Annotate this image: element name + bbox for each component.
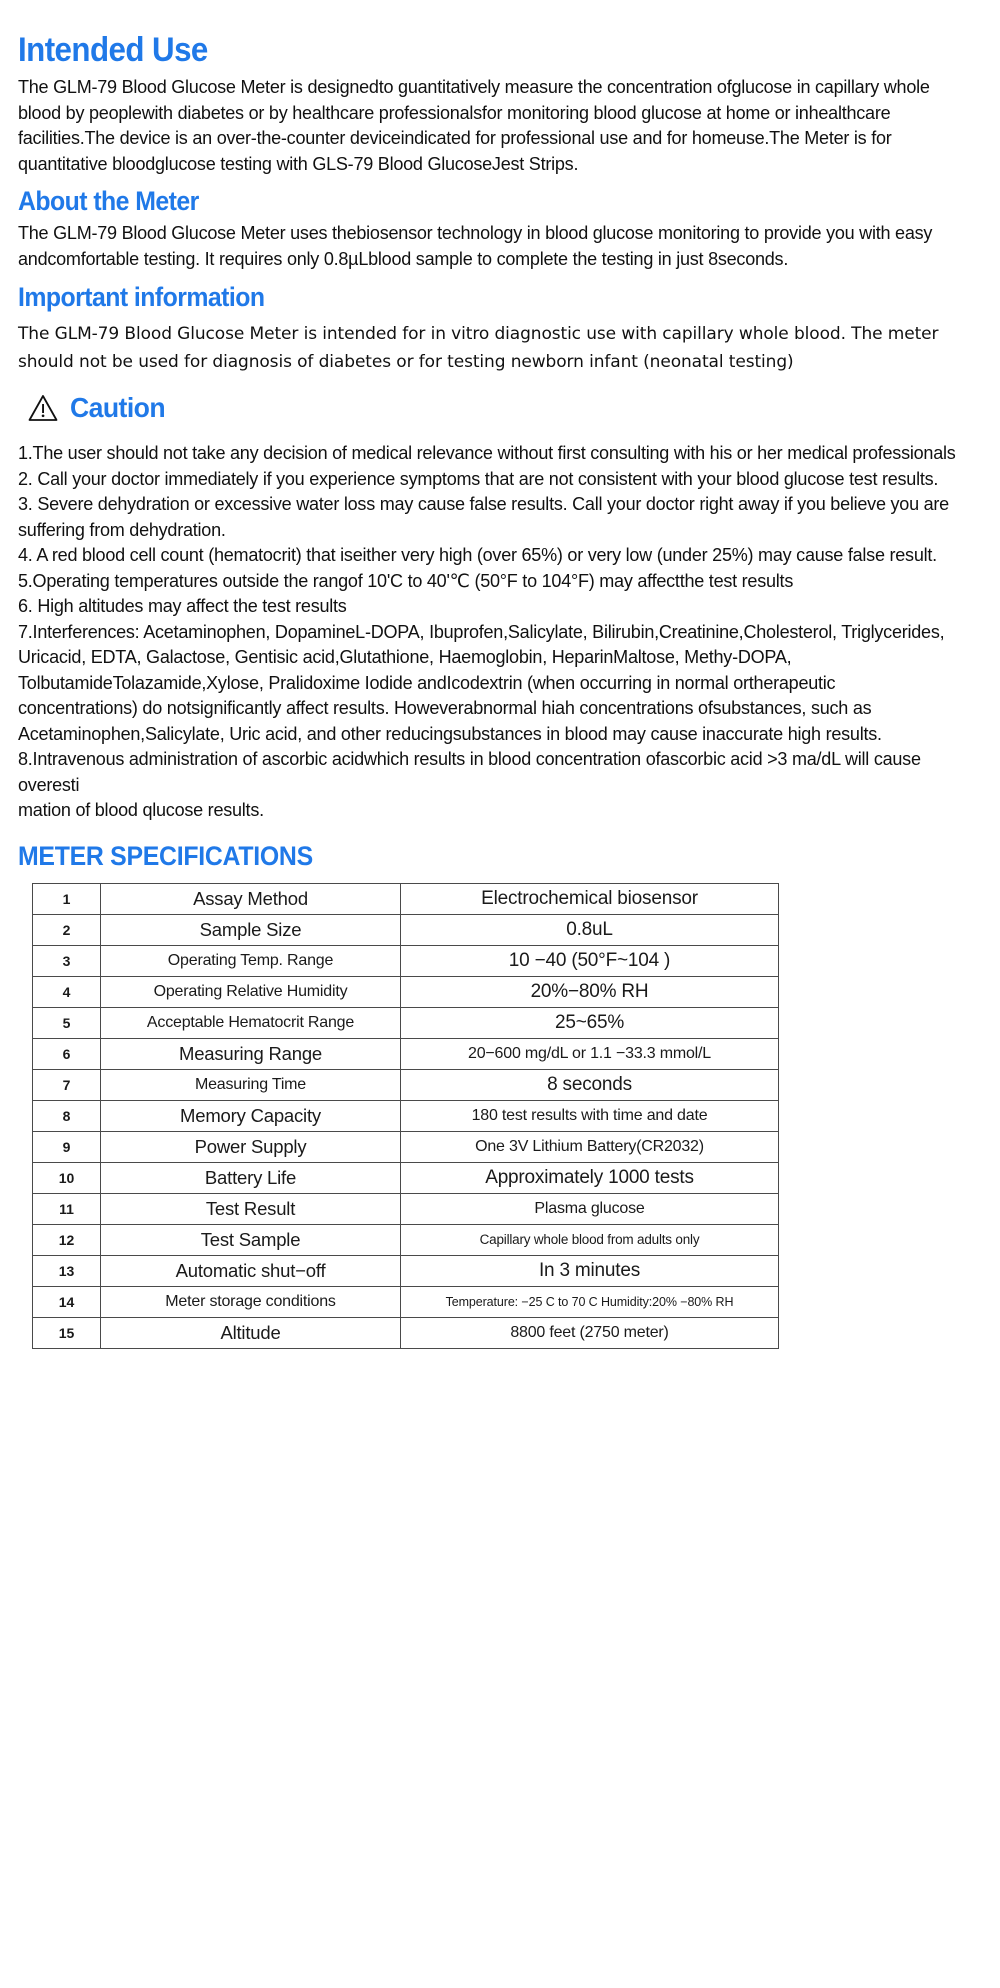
row-number: 11 xyxy=(33,1193,101,1224)
row-number: 3 xyxy=(33,945,101,976)
spec-label: Assay Method xyxy=(101,883,401,914)
spec-label: Memory Capacity xyxy=(101,1100,401,1131)
spec-value: In 3 minutes xyxy=(401,1255,779,1286)
table-row xyxy=(33,1286,779,1317)
spec-value: One 3V Lithium Battery(CR2032) xyxy=(401,1131,779,1162)
caution-item: 8.Intravenous administration of ascorbic acidwhich results in blood concentration ofascorbic acid >3 ma/dL will cause overesti xyxy=(18,748,921,795)
caution-item: 7.Interferences: Acetaminophen, DopamineL-DOPA, Ibuprofen,Salicylate, Bilirubin,Creatinine,Cholesterol, Triglycerides, Uricacid, EDTA, Galactose, Gentisic acid,Glutathione, Haemoglobin, HeparinMaltose, Methy-DOPA, TolbutamideTolazamide,Xylose, Pralidoxime Iodide andIcodextrin (when occurring in normal ortherapeutic concentrations) do notsignificantly affect results. Howeverabnormal hiah concentrations ofsubstances, such as Acetaminophen,Salicylate, Uric acid, and other reducingsubstances in blood may cause inaccurate high results. xyxy=(18,620,945,744)
caution-heading-row xyxy=(28,392,982,424)
caution-item: 1.The user should not take any decision of medical relevance without first consulting with his or her medical professionals xyxy=(18,442,956,463)
caution-item: 5.Operating temperatures outside the rangof 10'C to 40'℃ (50°F to 104°F) may affectthe test results xyxy=(18,569,794,591)
paragraph-important-information: The GLM-79 Blood Glucose Meter is intended for in vitro diagnostic use with capillary whole blood. The meter should not be used for diagnosis of diabetes or for testing newborn infant (neonatal testing) xyxy=(18,324,939,372)
spec-value: Electrochemical biosensor xyxy=(401,883,779,914)
heading-intended-use: Intended Use xyxy=(18,31,208,69)
row-number: 1 xyxy=(33,883,101,914)
spec-value: Plasma glucose xyxy=(401,1193,779,1224)
spec-label: Measuring Time xyxy=(101,1069,401,1100)
caution-item: 4. A red blood cell count (hematocrit) that iseither very high (over 65%) or very low (under 25%) may cause false result. xyxy=(18,544,937,565)
caution-item-list xyxy=(18,440,982,823)
paragraph-about-the-meter: The GLM-79 Blood Glucose Meter uses thebiosensor technology in blood glucose monitoring to provide you with easy andcomfortable testing. It requires only 0.8µLblood sample to complete the testing in just 8seconds. xyxy=(18,222,933,269)
spec-value: 8 seconds xyxy=(401,1069,779,1100)
spec-label: Measuring Range xyxy=(101,1038,401,1069)
table-row xyxy=(33,976,779,1007)
spec-value: 20−600 mg/dL or 1.1 −33.3 mmol/L xyxy=(401,1038,779,1069)
spec-label: Power Supply xyxy=(101,1131,401,1162)
caution-item: 3. Severe dehydration or excessive water loss may cause false results. Call your doctor right away if you believe you are suffering from dehydration. xyxy=(18,493,949,540)
spec-value: 180 test results with time and date xyxy=(401,1100,779,1131)
row-number: 10 xyxy=(33,1162,101,1193)
table-row xyxy=(33,1100,779,1131)
row-number: 14 xyxy=(33,1286,101,1317)
row-number: 5 xyxy=(33,1007,101,1038)
table-row xyxy=(33,1193,779,1224)
heading-meter-specifications: METER SPECIFICATIONS xyxy=(18,840,313,871)
spec-label: Sample Size xyxy=(101,914,401,945)
warning-triangle-icon xyxy=(28,394,58,422)
spec-value: 20%−80% RH xyxy=(401,976,779,1007)
spec-value: 8800 feet (2750 meter) xyxy=(401,1317,779,1348)
table-row xyxy=(33,1069,779,1100)
table-row xyxy=(33,1317,779,1348)
spec-label: Test Result xyxy=(101,1193,401,1224)
spec-value: Temperature: −25 C to 70 C Humidity:20% −80% RH xyxy=(401,1286,779,1317)
table-row xyxy=(33,1131,779,1162)
table-row xyxy=(33,1255,779,1286)
row-number: 4 xyxy=(33,976,101,1007)
table-row xyxy=(33,883,779,914)
meter-specifications-table xyxy=(32,883,779,1349)
row-number: 8 xyxy=(33,1100,101,1131)
spec-label: Operating Relative Humidity xyxy=(101,976,401,1007)
spec-label: Battery Life xyxy=(101,1162,401,1193)
table-row xyxy=(33,1038,779,1069)
spec-value: 10 −40 (50°F~104 ) xyxy=(401,945,779,976)
row-number: 2 xyxy=(33,914,101,945)
spec-label: Meter storage conditions xyxy=(101,1286,401,1317)
row-number: 15 xyxy=(33,1317,101,1348)
row-number: 13 xyxy=(33,1255,101,1286)
caution-item: 2. Call your doctor immediately if you experience symptoms that are not consistent with your blood glucose test results. xyxy=(18,467,939,489)
spec-label: Operating Temp. Range xyxy=(101,945,401,976)
spec-label: Acceptable Hematocrit Range xyxy=(101,1007,401,1038)
heading-important-information: Important information xyxy=(18,282,265,312)
table-row xyxy=(33,1007,779,1038)
spec-label: Altitude xyxy=(101,1317,401,1348)
caution-item: mation of blood qlucose results. xyxy=(18,799,264,820)
spec-value: Capillary whole blood from adults only xyxy=(401,1224,779,1255)
heading-about-the-meter: About the Meter xyxy=(18,186,199,216)
spec-value: Approximately 1000 tests xyxy=(401,1162,779,1193)
caution-item: 6. High altitudes may affect the test results xyxy=(18,595,347,616)
spec-label: Test Sample xyxy=(101,1224,401,1255)
paragraph-intended-use: The GLM-79 Blood Glucose Meter is designedto guantitatively measure the concentration ofglucose in capillary whole blood by peoplewith diabetes or by healthcare professionalsfor monitoring blood glucose at home or inhealthcare facilities.The device is an over-the-counter deviceindicated for professional use and for homeuse.The Meter is for quantitative bloodglucose testing with GLS-79 Blood GlucoseJest Strips. xyxy=(18,76,930,174)
spec-value: 25~65% xyxy=(401,1007,779,1038)
table-row xyxy=(33,1162,779,1193)
table-row xyxy=(33,914,779,945)
row-number: 9 xyxy=(33,1131,101,1162)
row-number: 12 xyxy=(33,1224,101,1255)
heading-caution: Caution xyxy=(70,392,166,423)
spec-label: Automatic shut−off xyxy=(101,1255,401,1286)
spec-value: 0.8uL xyxy=(401,914,779,945)
table-row xyxy=(33,1224,779,1255)
specs-table-body xyxy=(33,883,779,1348)
row-number: 7 xyxy=(33,1069,101,1100)
row-number: 6 xyxy=(33,1038,101,1069)
table-row xyxy=(33,945,779,976)
